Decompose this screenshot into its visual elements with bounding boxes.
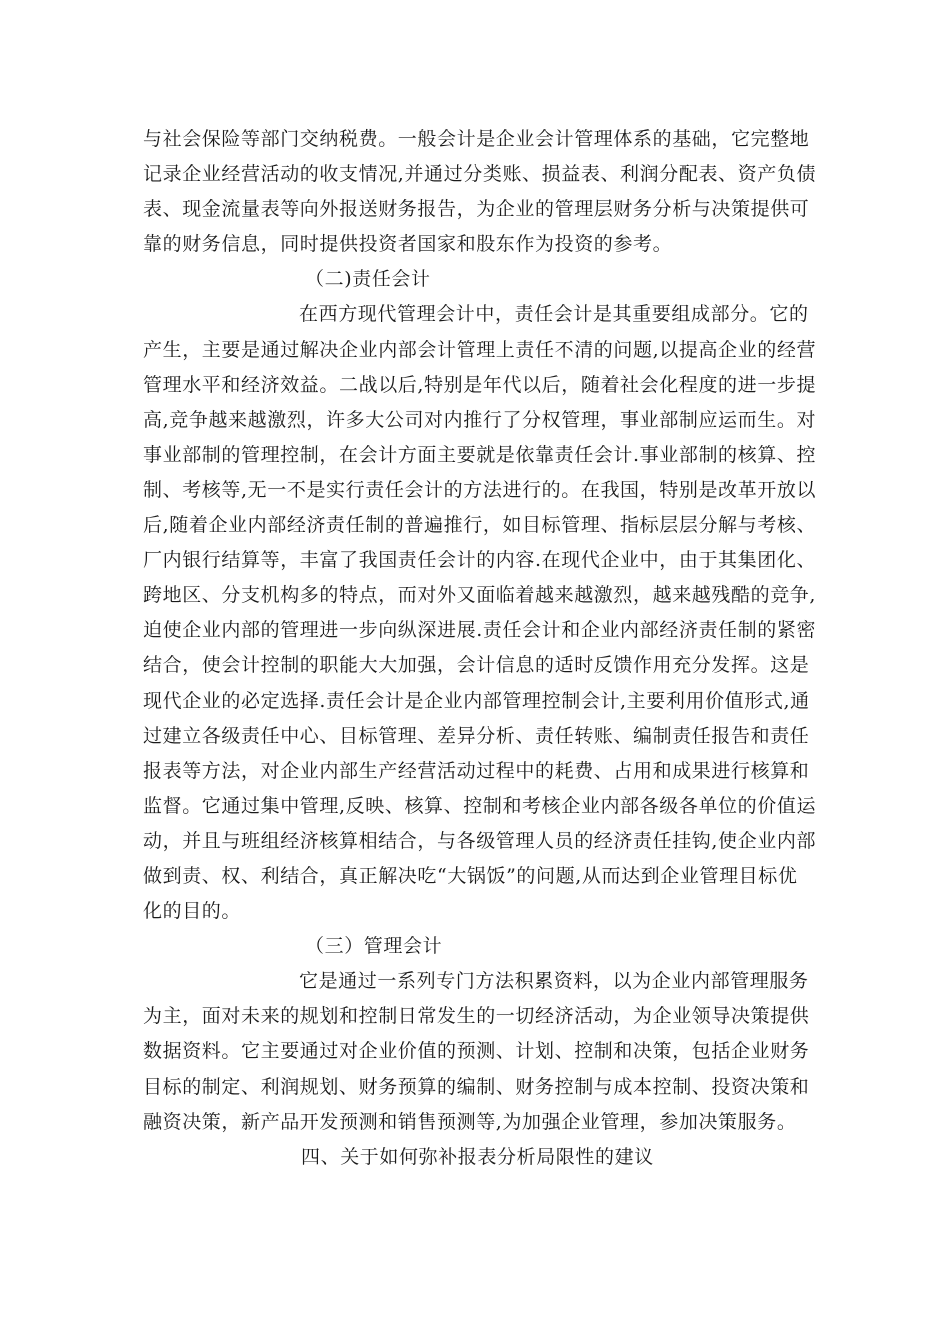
text-line: 它是通过一系列专门方法积累资料，以为企业内部管理服务 — [299, 970, 809, 993]
text-line: 厂内银行结算等，丰富了我国责任会计的内容.在现代企业中，由于其集团化、 — [143, 549, 817, 572]
text-line: 与社会保险等部门交纳税费。一般会计是企业会计管理体系的基础，它完整地 — [143, 128, 810, 150]
text-line: 目标的制定、利润规划、财务预算的编制、财务控制与成本控制、投资决策和 — [143, 1075, 810, 1098]
paragraph-management-accounting — [143, 964, 811, 1139]
text-line: 融资决策，新产品开发预测和销售预测等,为加强企业管理，参加决策服务。 — [143, 1110, 797, 1133]
text-line: 后,随着企业内部经济责任制的普遍推行，如目标管理、指标层层分解与考核、 — [143, 514, 817, 537]
text-line: 现代企业的必定选择.责任会计是企业内部管理控制会计,主要利用价值形式,通 — [143, 689, 810, 712]
text-line: 制、考核等,无一不是实行责任会计的方法进行的。在我国，特别是改革开放以 — [143, 478, 817, 501]
paragraph-responsibility-accounting — [143, 297, 817, 929]
text-line: 结合，使会计控制的职能大大加强，会计信息的适时反馈作用充分发挥。这是 — [143, 654, 810, 677]
heading-management-accounting: （三）管理会计 — [305, 935, 443, 958]
text-line: 记录企业经营活动的收支情况,并通过分类账、损益表、利润分配表、资产负债 — [143, 163, 817, 186]
text-line: 监督。它通过集中管理,反映、核算、控制和考核企业内部各级各单位的价值运 — [143, 794, 817, 817]
text-line: 化的目的。 — [143, 900, 242, 923]
text-line: 事业部制的管理控制，在会计方面主要就是依靠责任会计.事业部制的核算、控 — [143, 443, 817, 466]
text-line: 跨地区、分支机构多的特点，而对外又面临着越来越激烈，越来越残酷的竞争, — [143, 584, 817, 607]
text-line: 管理水平和经济效益。二战以后,特别是年代以后，随着社会化程度的进一步提 — [143, 373, 817, 396]
text-line: 迫使企业内部的管理进一步向纵深进展.责任会计和企业内部经济责任制的紧密 — [143, 619, 817, 642]
heading-section-four: 四、关于如何弥补报表分析局限性的建议 — [301, 1145, 654, 1168]
text-line: 做到责、权、利结合，真正解决吃“大锅饭”的问题,从而达到企业管理目标优 — [143, 864, 798, 887]
heading-responsibility-accounting: （二)责任会计 — [305, 268, 431, 291]
text-line: 数据资料。它主要通过对企业价值的预测、计划、控制和决策，包括企业财务 — [143, 1040, 810, 1063]
text-line: 动，并且与班组经济核算相结合，与各级管理人员的经济责任挂钩,使企业内部 — [143, 829, 817, 852]
paragraph-general-accounting — [143, 122, 817, 262]
text-line: 靠的财务信息，同时提供投资者国家和股东作为投资的参考。 — [143, 233, 673, 256]
document-body — [143, 122, 817, 1175]
text-line: 高,竞争越来越激烈，许多大公司对内推行了分权管理，事业部制应运而生。对 — [143, 408, 817, 431]
text-line: 为主，面对未来的规划和控制日常发生的一切经济活动，为企业领导决策提供 — [143, 1005, 810, 1028]
text-line: 报表等方法，对企业内部生产经营活动过程中的耗费、占用和成果进行核算和 — [143, 759, 810, 782]
text-line: 产生，主要是通过解决企业内部会计管理上责任不清的问题,以提高企业的经营 — [143, 338, 817, 361]
text-line: 过建立各级责任中心、目标管理、差异分析、责任转账、编制责任报告和责任 — [143, 724, 810, 747]
text-line: 表、现金流量表等向外报送财务报告，为企业的管理层财务分析与决策提供可 — [143, 198, 810, 221]
text-line: 在西方现代管理会计中，责任会计是其重要组成部分。它的 — [299, 303, 809, 326]
